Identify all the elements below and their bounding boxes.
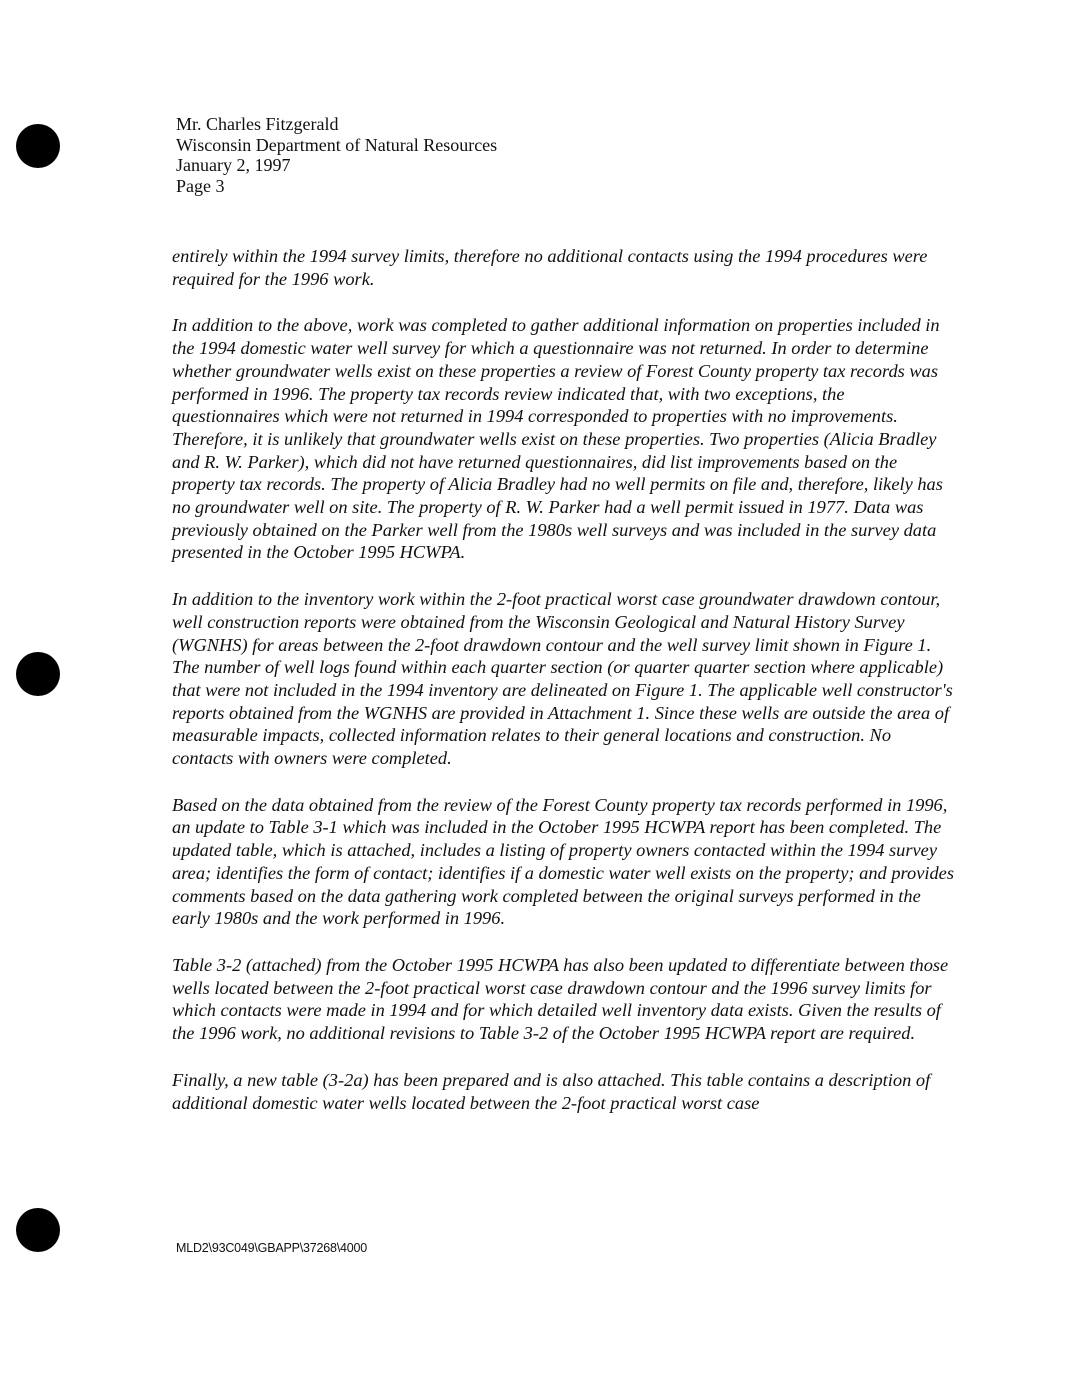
- paragraph: Based on the data obtained from the review of the Forest County property tax records performed in 1996, an update to Table 3-1 which was included in the October 1995 HCWPA report has been completed. The updated table, which is attached, includes a listing of property owners contacted within the 1994 survey area; identifies the form of contact; identifies if a domestic water well exists on the property; and provides comments based on the data gathering work completed between the original surveys performed in the early 1980s and the work performed in 1996.: [172, 794, 954, 929]
- paragraph: entirely within the 1994 survey limits, therefore no additional contacts using the 1994 procedures were required for the 1996 work.: [172, 246, 928, 289]
- letter-date: January 2, 1997: [176, 155, 291, 175]
- punch-hole-bottom: [16, 1208, 60, 1252]
- paragraph: Finally, a new table (3-2a) has been prepared and is also attached. This table contains a description of additional domestic water wells located between the 2-foot practical worst case: [172, 1069, 931, 1113]
- page-number: Page 3: [176, 175, 225, 196]
- paragraph: In addition to the above, work was completed to gather additional information on properties included in the 1994 domestic water well survey for which a questionnaire was not returned. In order to determine whether groundwater wells exist on these properties a review of Forest County property tax records was performed in 1996. The property tax records review indicated that, with two exceptions, the questionnaires which were not returned in 1994 corresponded to properties with no improvements. Therefore, it is unlikely that groundwater wells exist on these properties. Two properties (Alicia Bradley and R. W. Parker), which did not have returned questionnaires, did list improvements based on the property tax records. The property of Alicia Bradley had no well permits on file and, therefore, likely has no groundwater well on site. The property of R. W. Parker had a well permit issued in 1977. Data was previously obtained on the Parker well from the 1980s well surveys and was included in the survey data presented in the October 1995 HCWPA.: [172, 315, 943, 563]
- document-code: MLD2\93C049\GBAPP\37268\4000: [176, 1241, 368, 1255]
- recipient-organization: Wisconsin Department of Natural Resources: [176, 134, 498, 155]
- letter-header: [176, 114, 497, 196]
- letter-body: [172, 245, 956, 1114]
- recipient-name: Mr. Charles Fitzgerald: [176, 114, 339, 134]
- punch-hole-top: [16, 124, 60, 168]
- paragraph: Table 3-2 (attached) from the October 1995 HCWPA has also been updated to differentiate between those wells located between the 2-foot practical worst case drawdown contour and the 1996 survey limits for which contacts were made in 1994 and for which detailed well inventory data exists. Given the results of the 1996 work, no additional revisions to Table 3-2 of the October 1995 HCWPA report are required.: [172, 954, 949, 1044]
- paragraph: In addition to the inventory work within the 2-foot practical worst case groundwater drawdown contour, well construction reports were obtained from the Wisconsin Geological and Natural History Survey (WGNHS) for areas between the 2-foot drawdown contour and the well survey limit shown in Figure 1. The number of well logs found within each quarter section (or quarter quarter section where applicable) that were not included in the 1994 inventory are delineated on Figure 1. The applicable well constructor's reports obtained from the WGNHS are provided in Attachment 1. Since these wells are outside the area of measurable impacts, collected information relates to their general locations and construction. No contacts with owners were completed.: [172, 589, 953, 769]
- punch-hole-middle: [16, 652, 60, 696]
